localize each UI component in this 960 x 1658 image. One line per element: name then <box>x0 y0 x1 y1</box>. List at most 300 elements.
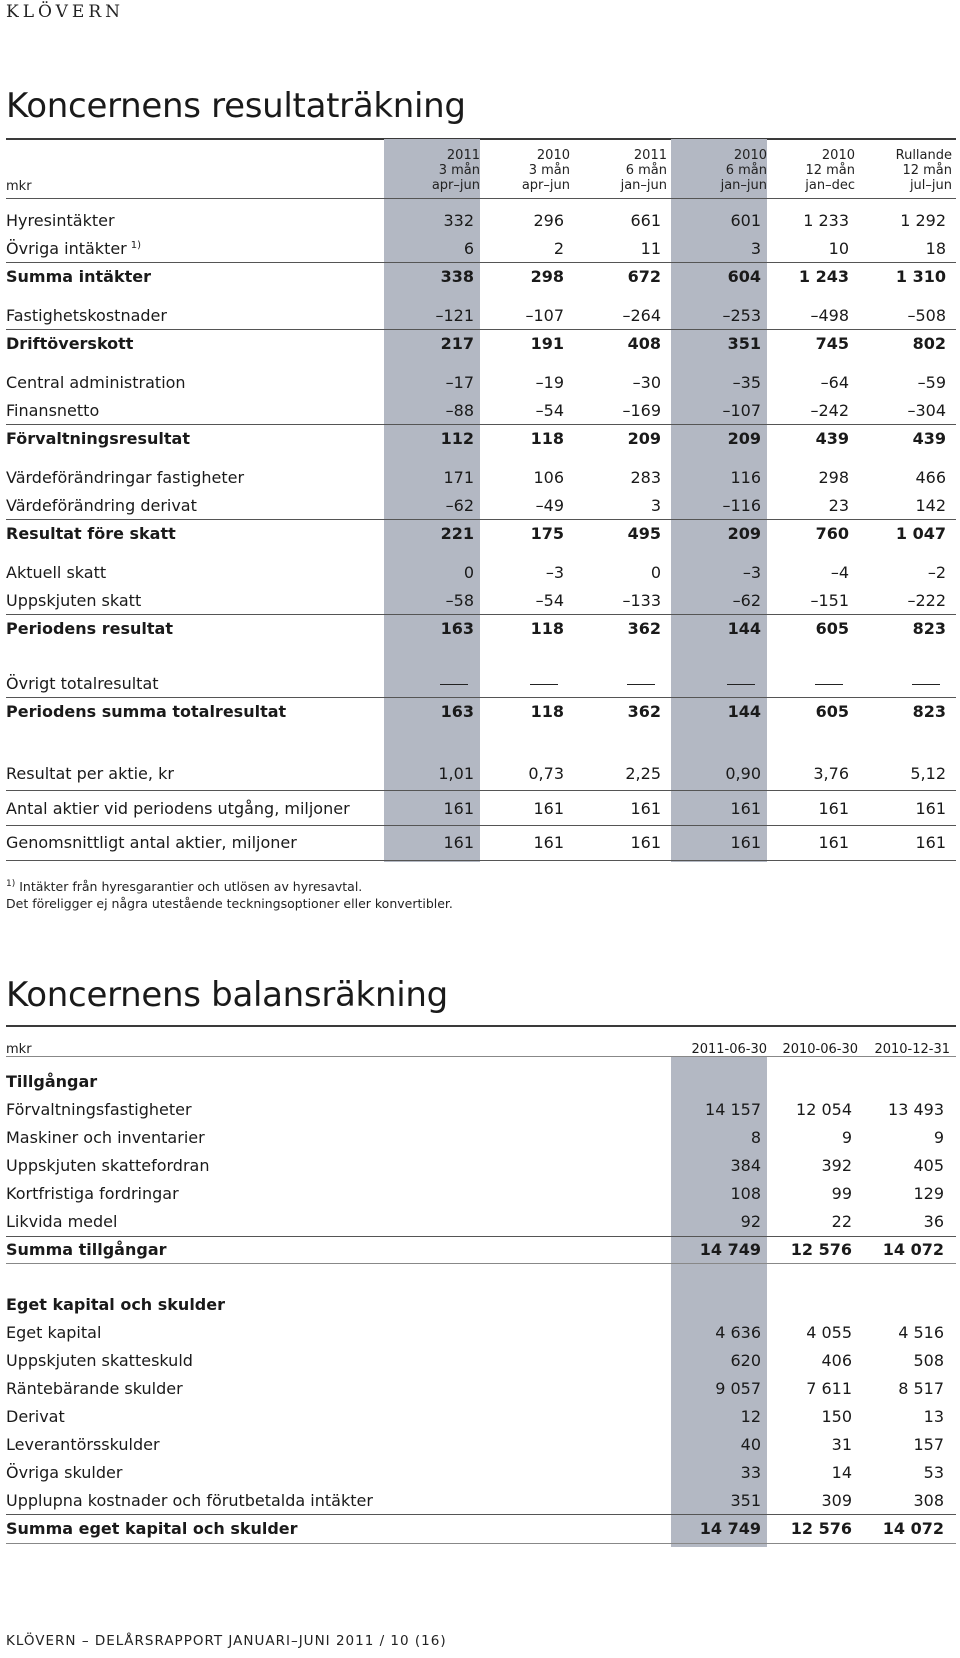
income-row <box>6 698 956 726</box>
balance-row-label: Eget kapital <box>6 1323 102 1342</box>
income-col-header-line: apr–jun <box>521 178 570 193</box>
income-cell: –49 <box>535 496 564 515</box>
income-cell: 1 047 <box>895 524 946 543</box>
income-col-header-line: 6 mån <box>625 163 667 178</box>
income-col-header-line: 12 mån <box>902 163 952 178</box>
balance-cell: 33 <box>740 1463 761 1482</box>
income-cell: 161 <box>730 833 761 852</box>
income-cell: 0 <box>650 563 661 582</box>
income-cell: 283 <box>630 468 661 487</box>
balance-row <box>6 1375 956 1403</box>
income-col-header-line: Rullande <box>895 148 952 163</box>
income-cell: 439 <box>815 429 849 448</box>
income-cell: 745 <box>815 334 849 353</box>
income-cell: 144 <box>727 702 761 721</box>
balance-row-rule <box>6 1236 956 1237</box>
balance-cell: 309 <box>821 1491 852 1510</box>
income-cell: 1 233 <box>803 211 849 230</box>
balance-cell: 620 <box>730 1351 761 1370</box>
income-row <box>6 263 956 291</box>
income-row-label-text: Fastighetskostnader <box>6 306 167 325</box>
income-cell: 18 <box>925 239 946 258</box>
income-row <box>6 302 956 330</box>
income-row-label-text: Antal aktier vid periodens utgång, miljoner <box>6 799 350 818</box>
income-cell: 171 <box>443 468 474 487</box>
income-row-label <box>6 698 286 726</box>
income-cell: 296 <box>533 211 564 230</box>
income-row <box>6 235 956 263</box>
income-row-label-text: Finansnetto <box>6 401 100 420</box>
income-col-header-line: 6 mån <box>725 163 767 178</box>
income-row-label <box>6 760 174 788</box>
income-cell: 823 <box>912 702 946 721</box>
income-cell: 0,73 <box>528 764 564 783</box>
balance-row <box>6 1236 956 1264</box>
income-cell: 209 <box>727 429 761 448</box>
income-cell: 161 <box>443 833 474 852</box>
income-cell: 161 <box>630 799 661 818</box>
income-cell: 144 <box>727 619 761 638</box>
balance-cell: 392 <box>821 1156 852 1175</box>
balance-cell: 9 <box>841 1128 852 1147</box>
balance-row <box>6 1403 956 1431</box>
footnote-marker: 1) <box>6 878 16 889</box>
balance-cell: 8 517 <box>898 1379 944 1398</box>
income-cell: 23 <box>828 496 849 515</box>
income-unit: mkr <box>6 179 32 194</box>
balance-row-label: Kortfristiga fordringar <box>6 1184 179 1203</box>
income-cell: 332 <box>443 211 474 230</box>
income-row <box>6 670 956 698</box>
income-cell: 11 <box>640 239 661 258</box>
income-cell: –222 <box>907 591 946 610</box>
income-cell: –498 <box>810 306 849 325</box>
balance-cell: 13 493 <box>888 1100 944 1119</box>
income-cell: 0,90 <box>725 764 761 783</box>
income-cell: –133 <box>622 591 661 610</box>
balance-row <box>6 1319 956 1347</box>
balance-row-rule <box>6 1543 956 1544</box>
balance-row-label: Summa tillgångar <box>6 1240 167 1259</box>
income-row-rule <box>6 614 956 615</box>
income-row <box>6 559 956 587</box>
income-cell: 1 310 <box>895 267 946 286</box>
income-col-header-line: 2010 <box>536 148 570 163</box>
income-cell: –242 <box>810 401 849 420</box>
income-row-label <box>6 302 167 330</box>
income-row-label <box>6 397 99 425</box>
income-row-label <box>6 369 186 397</box>
income-row-label <box>6 330 133 358</box>
balance-row <box>6 1347 956 1375</box>
balance-cell: 4 516 <box>898 1323 944 1342</box>
income-row-label-text: Resultat före skatt <box>6 524 176 543</box>
balance-cell: 53 <box>923 1463 944 1482</box>
income-cell: 5,12 <box>910 764 946 783</box>
income-cell: 175 <box>530 524 564 543</box>
footnote-1 <box>6 878 453 895</box>
balance-cell: 31 <box>831 1435 852 1454</box>
balance-row-label: Övriga skulder <box>6 1463 123 1482</box>
income-cell: 163 <box>440 619 474 638</box>
balance-header <box>6 1036 956 1064</box>
income-cell: 604 <box>727 267 761 286</box>
income-col-header-line: apr–jun <box>431 178 480 193</box>
income-cell: 338 <box>440 267 474 286</box>
empty-value-dash <box>727 684 755 685</box>
balance-cell: 4 636 <box>715 1323 761 1342</box>
income-row-label-text: Central administration <box>6 373 186 392</box>
income-cell: –30 <box>632 373 661 392</box>
income-cell: 408 <box>627 334 661 353</box>
balance-col-header: 2011-06-30 <box>691 1042 767 1057</box>
income-row <box>6 615 956 643</box>
income-col-header <box>773 148 855 193</box>
income-row-label-text: Övrigt totalresultat <box>6 674 159 693</box>
balance-row-label: Förvaltningsfastigheter <box>6 1100 192 1119</box>
income-cell: 351 <box>727 334 761 353</box>
balance-row-label: Maskiner och inventarier <box>6 1128 205 1147</box>
income-cell: 161 <box>818 799 849 818</box>
income-cell: 495 <box>627 524 661 543</box>
income-col-header <box>390 148 480 193</box>
income-cell: 161 <box>630 833 661 852</box>
income-row-label-text: Värdeförändring derivat <box>6 496 197 515</box>
balance-row-label: Uppskjuten skattefordran <box>6 1156 210 1175</box>
empty-value-dash <box>815 684 843 685</box>
balance-cell: 22 <box>831 1212 852 1231</box>
income-row <box>6 520 956 548</box>
income-row-label-text: Periodens summa totalresultat <box>6 702 287 721</box>
balance-cell: 150 <box>821 1407 852 1426</box>
balance-row <box>6 1208 956 1236</box>
empty-value-dash <box>440 684 468 685</box>
income-row-label <box>6 425 190 453</box>
balance-row <box>6 1096 956 1124</box>
income-col-header-line: 3 mån <box>438 163 480 178</box>
balance-row-label: Räntebärande skulder <box>6 1379 183 1398</box>
income-col-header-line: 2010 <box>733 148 767 163</box>
balance-cell: 8 <box>750 1128 761 1147</box>
balance-cell: 384 <box>730 1156 761 1175</box>
balance-row <box>6 1487 956 1515</box>
income-row-label-text: Periodens resultat <box>6 619 173 638</box>
page-footer: KLÖVERN – DELÅRSRAPPORT JANUARI–JUNI 2011 / 10 (16) <box>6 1633 447 1649</box>
balance-cell: 92 <box>740 1212 761 1231</box>
income-col-header <box>581 148 667 193</box>
balance-cell: 14 072 <box>882 1519 944 1538</box>
income-row-rule <box>6 329 956 330</box>
income-cell: 161 <box>818 833 849 852</box>
balance-cell: 14 749 <box>699 1240 761 1259</box>
balance-row-label: Tillgångar <box>6 1072 98 1091</box>
balance-row <box>6 1152 956 1180</box>
income-row <box>6 369 956 397</box>
income-cell: –304 <box>907 401 946 420</box>
balance-cell: 13 <box>923 1407 944 1426</box>
balance-cell: 99 <box>831 1184 852 1203</box>
balance-cell: 108 <box>730 1184 761 1203</box>
income-row <box>6 829 956 857</box>
income-row-label-text: Driftöverskott <box>6 334 134 353</box>
income-cell: 209 <box>727 524 761 543</box>
income-cell: –17 <box>445 373 474 392</box>
income-row <box>6 492 956 520</box>
income-col-header <box>677 148 767 193</box>
balance-cell: 308 <box>913 1491 944 1510</box>
income-cell: 161 <box>730 799 761 818</box>
income-cell: –54 <box>535 401 564 420</box>
income-row-rule <box>6 519 956 520</box>
income-cell: 605 <box>815 702 849 721</box>
income-footnotes <box>6 878 453 912</box>
balance-cell: 4 055 <box>806 1323 852 1342</box>
income-cell: –121 <box>435 306 474 325</box>
balance-cell: 14 072 <box>882 1240 944 1259</box>
income-cell: 112 <box>440 429 474 448</box>
balance-cell: 129 <box>913 1184 944 1203</box>
income-col-header-line: jan–jun <box>720 178 767 193</box>
income-col-header-line: 2010 <box>821 148 855 163</box>
income-cell: 802 <box>912 334 946 353</box>
income-row-rule <box>6 790 956 791</box>
income-cell: 3,76 <box>813 764 849 783</box>
balance-row <box>6 1431 956 1459</box>
balance-row-rule <box>6 1263 956 1264</box>
income-cell: –253 <box>722 306 761 325</box>
income-cell: –62 <box>445 496 474 515</box>
income-col-header-line: jan–jun <box>620 178 667 193</box>
empty-value-dash <box>912 684 940 685</box>
income-cell: 161 <box>915 799 946 818</box>
income-cell: –88 <box>445 401 474 420</box>
income-row-label <box>6 464 244 492</box>
income-row-label-text: Hyresintäkter <box>6 211 115 230</box>
income-cell: –116 <box>722 496 761 515</box>
income-header-rule <box>6 198 956 199</box>
balance-row-label: Summa eget kapital och skulder <box>6 1519 298 1538</box>
income-cell: 161 <box>443 799 474 818</box>
income-col-header-line: 3 mån <box>528 163 570 178</box>
income-cell: 217 <box>440 334 474 353</box>
income-cell: 161 <box>915 833 946 852</box>
income-col-header <box>486 148 570 193</box>
balance-row <box>6 1180 956 1208</box>
income-cell: –264 <box>622 306 661 325</box>
income-cell: 116 <box>730 468 761 487</box>
income-cell: –151 <box>810 591 849 610</box>
income-row <box>6 207 956 235</box>
income-cell: –59 <box>917 373 946 392</box>
income-row-label <box>6 587 141 615</box>
empty-value-dash <box>627 684 655 685</box>
income-row-label-text: Aktuell skatt <box>6 563 107 582</box>
balance-title: Koncernens balansräkning <box>6 975 448 1015</box>
income-cell: 362 <box>627 619 661 638</box>
brand-logo: KLÖVERN <box>6 2 124 22</box>
balance-cell: 36 <box>923 1212 944 1231</box>
balance-col-header: 2010-12-31 <box>874 1042 950 1057</box>
income-cell: –169 <box>622 401 661 420</box>
income-cell: –3 <box>545 563 564 582</box>
income-cell: 605 <box>815 619 849 638</box>
balance-row-label: Leverantörsskulder <box>6 1435 160 1454</box>
income-row-rule <box>6 860 956 861</box>
balance-cell: 508 <box>913 1351 944 1370</box>
income-cell: 439 <box>912 429 946 448</box>
income-cell: –107 <box>525 306 564 325</box>
income-row-rule <box>6 697 956 698</box>
income-cell: 221 <box>440 524 474 543</box>
income-row-label <box>6 615 173 643</box>
income-row-label <box>6 263 151 291</box>
balance-col-header: 2010-06-30 <box>782 1042 858 1057</box>
balance-row <box>6 1459 956 1487</box>
income-cell: –3 <box>742 563 761 582</box>
income-cell: –107 <box>722 401 761 420</box>
income-row <box>6 330 956 358</box>
income-row-label <box>6 829 297 857</box>
balance-cell: 157 <box>913 1435 944 1454</box>
income-cell: 161 <box>533 833 564 852</box>
income-cell: 209 <box>627 429 661 448</box>
balance-cell: 12 054 <box>796 1100 852 1119</box>
income-row-label-text: Värdeförändringar fastigheter <box>6 468 245 487</box>
balance-row-label: Upplupna kostnader och förutbetalda intäkter <box>6 1491 373 1510</box>
income-cell: 2 <box>553 239 564 258</box>
income-cell: 1,01 <box>438 764 474 783</box>
income-cell: 161 <box>533 799 564 818</box>
income-cell: 823 <box>912 619 946 638</box>
income-row-rule <box>6 262 956 263</box>
income-cell: 2,25 <box>625 764 661 783</box>
balance-cell: 14 157 <box>705 1100 761 1119</box>
footnote-marker: 1) <box>130 239 142 251</box>
income-row-rule <box>6 825 956 826</box>
income-cell: 142 <box>915 496 946 515</box>
footnote-2: Det föreligger ej några utestående teckningsoptioner eller konvertibler. <box>6 896 453 911</box>
income-cell: 118 <box>530 619 564 638</box>
income-cell: 118 <box>530 702 564 721</box>
balance-cell: 40 <box>740 1435 761 1454</box>
income-row <box>6 587 956 615</box>
income-cell: –2 <box>927 563 946 582</box>
income-cell: –19 <box>535 373 564 392</box>
income-row <box>6 464 956 492</box>
income-top-rule <box>6 138 956 140</box>
income-cell: 362 <box>627 702 661 721</box>
income-row-label <box>6 235 141 263</box>
income-row-label-text: Övriga intäkter <box>6 239 127 258</box>
income-col-header <box>863 148 952 193</box>
income-row-label <box>6 795 350 823</box>
balance-cell: 14 <box>831 1463 852 1482</box>
balance-row <box>6 1068 956 1096</box>
balance-header-rule <box>6 1056 956 1057</box>
income-row-label-text: Förvaltningsresultat <box>6 429 190 448</box>
income-col-header-line: 2011 <box>633 148 667 163</box>
income-cell: 661 <box>630 211 661 230</box>
income-cell: 672 <box>627 267 661 286</box>
income-row <box>6 397 956 425</box>
balance-row <box>6 1124 956 1152</box>
empty-value-dash <box>530 684 558 685</box>
income-cell: 10 <box>828 239 849 258</box>
balance-row-label: Uppskjuten skatteskuld <box>6 1351 193 1370</box>
income-cell: –4 <box>830 563 849 582</box>
income-cell: 601 <box>730 211 761 230</box>
income-title: Koncernens resultaträkning <box>6 86 466 126</box>
income-row-label-text: Resultat per aktie, kr <box>6 764 174 783</box>
income-cell: –508 <box>907 306 946 325</box>
income-col-header-line: 12 mån <box>805 163 855 178</box>
balance-row <box>6 1515 956 1543</box>
balance-unit: mkr <box>6 1042 32 1057</box>
balance-top-rule <box>6 1025 956 1027</box>
balance-cell: 12 576 <box>790 1240 852 1259</box>
income-cell: –62 <box>732 591 761 610</box>
income-row-label <box>6 207 115 235</box>
balance-row-rule <box>6 1514 956 1515</box>
income-row-label-text: Summa intäkter <box>6 267 151 286</box>
balance-row <box>6 1291 956 1319</box>
balance-cell: 12 <box>740 1407 761 1426</box>
balance-cell: 406 <box>821 1351 852 1370</box>
balance-cell: 14 749 <box>699 1519 761 1538</box>
income-row-label-text: Uppskjuten skatt <box>6 591 142 610</box>
income-cell: 298 <box>818 468 849 487</box>
income-col-header-line: jan–dec <box>805 178 855 193</box>
income-cell: 466 <box>915 468 946 487</box>
income-cell: –58 <box>445 591 474 610</box>
balance-cell: 12 576 <box>790 1519 852 1538</box>
income-row <box>6 795 956 823</box>
income-row-label <box>6 559 106 587</box>
income-cell: 3 <box>650 496 661 515</box>
balance-cell: 7 611 <box>806 1379 852 1398</box>
income-cell: 1 243 <box>798 267 849 286</box>
income-cell: 298 <box>530 267 564 286</box>
income-row <box>6 425 956 453</box>
income-cell: 6 <box>463 239 474 258</box>
income-cell: 163 <box>440 702 474 721</box>
income-row <box>6 760 956 788</box>
income-cell: 3 <box>750 239 761 258</box>
income-cell: 191 <box>530 334 564 353</box>
income-cell: 118 <box>530 429 564 448</box>
income-row-rule <box>6 424 956 425</box>
footnote-1-text: Intäkter från hyresgarantier och utlösen av hyresavtal. <box>19 879 363 894</box>
income-cell: 1 292 <box>900 211 946 230</box>
income-row-label-text: Genomsnittligt antal aktier, miljoner <box>6 833 297 852</box>
income-row-label <box>6 670 159 698</box>
income-col-header-line: 2011 <box>446 148 480 163</box>
balance-cell: 351 <box>730 1491 761 1510</box>
balance-cell: 405 <box>913 1156 944 1175</box>
income-cell: 106 <box>533 468 564 487</box>
income-cell: 760 <box>815 524 849 543</box>
balance-cell: 9 057 <box>715 1379 761 1398</box>
income-cell: –54 <box>535 591 564 610</box>
balance-row-label: Likvida medel <box>6 1212 118 1231</box>
income-row-label <box>6 492 197 520</box>
income-col-header-line: jul–jun <box>909 178 952 193</box>
balance-row-label: Eget kapital och skulder <box>6 1295 225 1314</box>
balance-cell: 9 <box>933 1128 944 1147</box>
income-row-label <box>6 520 176 548</box>
income-cell: –35 <box>732 373 761 392</box>
balance-row-label: Derivat <box>6 1407 65 1426</box>
